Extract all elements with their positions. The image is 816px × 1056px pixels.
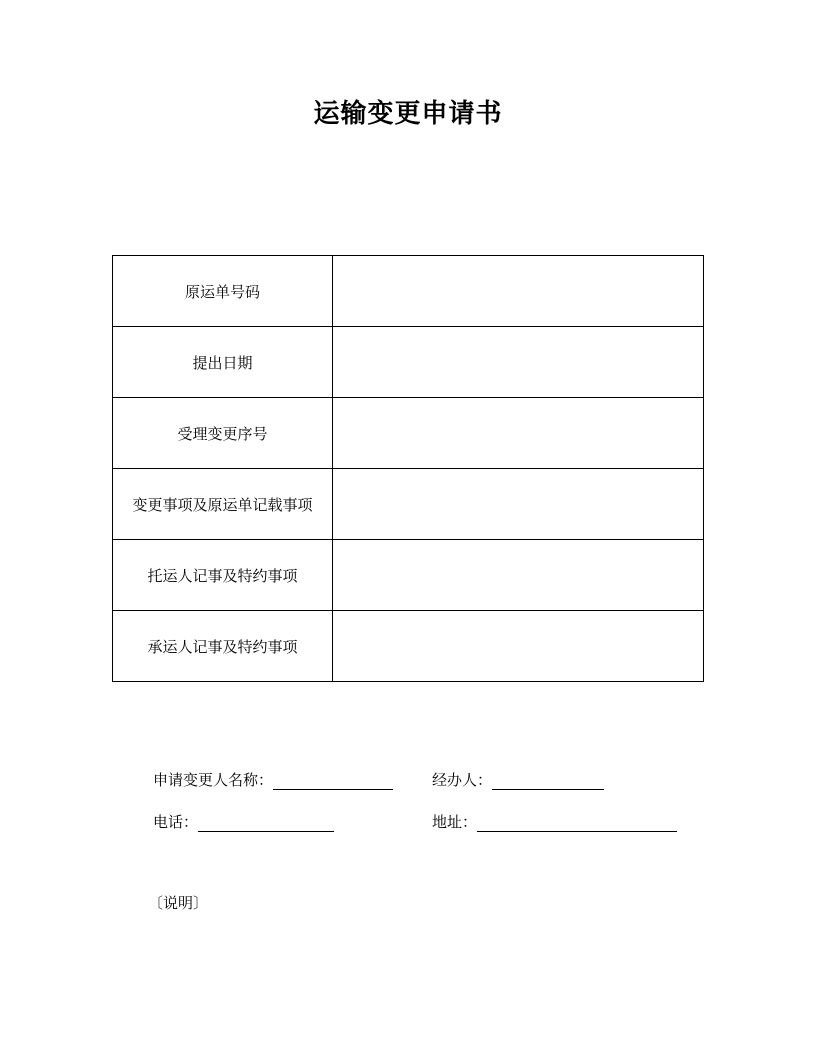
row-label-original-waybill: 原运单号码 bbox=[113, 256, 333, 327]
handler-blank[interactable] bbox=[492, 771, 604, 790]
row-label-change-serial: 受理变更序号 bbox=[113, 398, 333, 469]
table-row bbox=[113, 256, 704, 327]
applicant-name-row bbox=[153, 770, 393, 790]
phone-label: 电话： bbox=[153, 813, 199, 831]
change-request-table bbox=[112, 255, 704, 682]
address-label: 地址： bbox=[432, 813, 478, 831]
field-change-items[interactable] bbox=[333, 469, 704, 540]
phone-blank[interactable] bbox=[198, 813, 334, 832]
field-submit-date[interactable] bbox=[333, 327, 704, 398]
field-change-serial[interactable] bbox=[333, 398, 704, 469]
row-label-submit-date: 提出日期 bbox=[113, 327, 333, 398]
handler-row bbox=[432, 770, 604, 790]
table-row bbox=[113, 469, 704, 540]
applicant-name-label: 申请变更人名称： bbox=[153, 771, 274, 789]
table-row bbox=[113, 327, 704, 398]
field-shipper-notes[interactable] bbox=[333, 540, 704, 611]
note-heading: 〔说明〕 bbox=[148, 894, 209, 912]
row-label-carrier-notes: 承运人记事及特约事项 bbox=[113, 611, 333, 682]
row-label-change-items: 变更事项及原运单记载事项 bbox=[113, 469, 333, 540]
applicant-name-blank[interactable] bbox=[273, 771, 393, 790]
document-title: 运输变更申请书 bbox=[313, 99, 503, 129]
address-row bbox=[432, 812, 677, 832]
phone-row bbox=[153, 812, 334, 832]
table-row bbox=[113, 540, 704, 611]
table-row bbox=[113, 398, 704, 469]
table-row bbox=[113, 611, 704, 682]
address-blank[interactable] bbox=[477, 813, 677, 832]
field-carrier-notes[interactable] bbox=[333, 611, 704, 682]
field-original-waybill[interactable] bbox=[333, 256, 704, 327]
row-label-shipper-notes: 托运人记事及特约事项 bbox=[113, 540, 333, 611]
handler-label: 经办人： bbox=[432, 771, 493, 789]
